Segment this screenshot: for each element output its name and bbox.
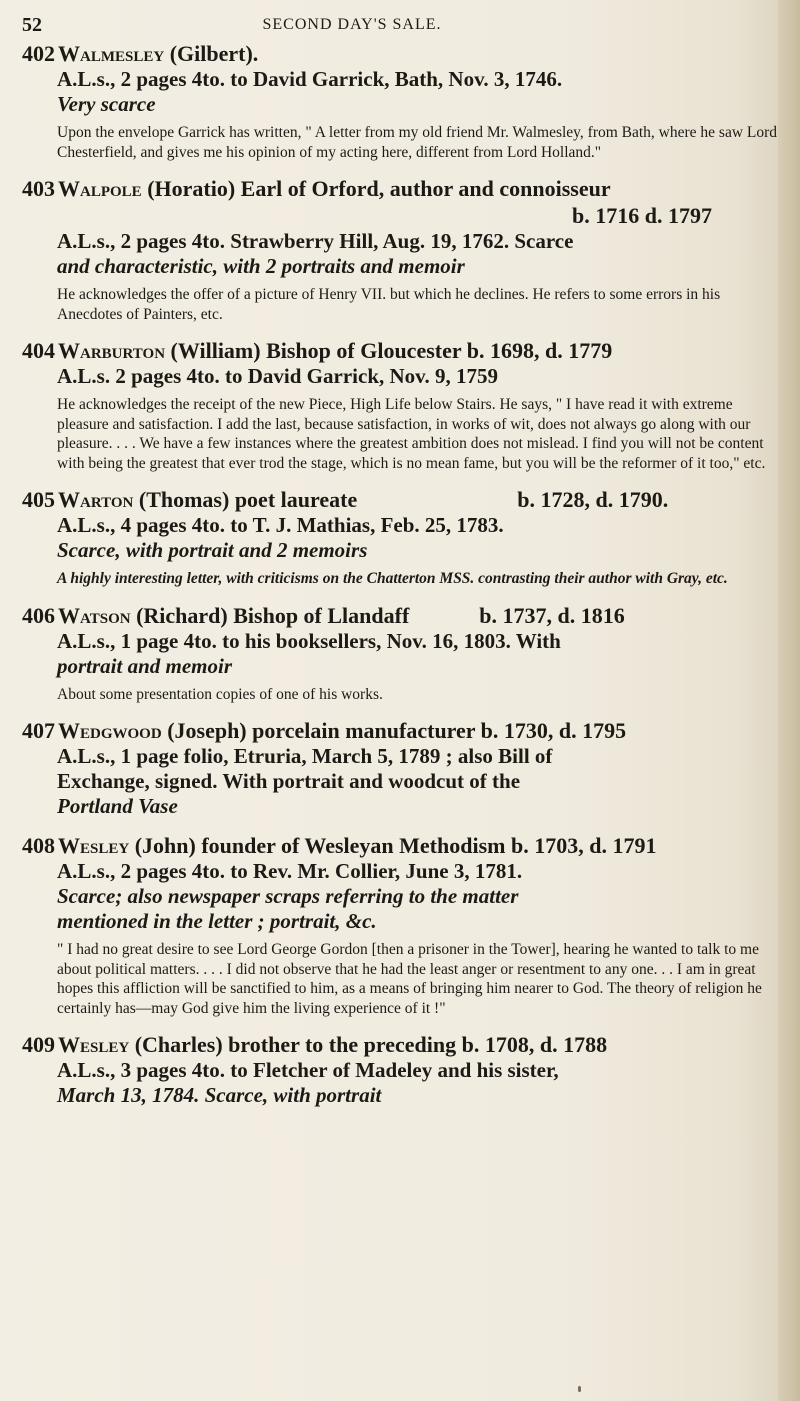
lot-heading (22, 337, 782, 364)
lot-entry (22, 717, 782, 819)
lot-line: March 13, 1784. Scarce, with portrait (57, 1083, 382, 1107)
lot-line: A.L.s. 2 pages 4to. to David Garrick, Nov. 9, 1759 (57, 364, 498, 388)
lot-name: Wesley (58, 833, 130, 858)
lot-name: Walmesley (58, 41, 165, 66)
lot-description (57, 513, 782, 563)
lot-number: 403 (22, 176, 55, 201)
lot-number: 405 (22, 487, 55, 512)
lot-heading (22, 40, 782, 67)
lot-name: Warton (58, 487, 134, 512)
lot-line: portrait and memoir (57, 653, 233, 678)
lot-entry (22, 832, 782, 1018)
lot-entry (22, 175, 782, 324)
lot-name: Wesley (58, 1032, 130, 1057)
lot-number: 408 (22, 833, 55, 858)
lot-line: A.L.s., 1 page folio, Etruria, March 5, 1789 ; also Bill of (57, 744, 553, 768)
lot-title: (Richard) Bishop of Llandaff (130, 602, 410, 628)
lot-title: (Thomas) poet laureate (133, 487, 358, 512)
lot-name: Warburton (58, 338, 166, 363)
lot-line: Very scarce (57, 92, 156, 116)
lot-line: A.L.s., 3 pages 4to. to Fletcher of Madeley and his sister, (57, 1058, 559, 1082)
lot-line: A.L.s., 1 page 4to. to his booksellers, Nov. 16, 1803. With (57, 628, 561, 653)
lot-note: " I had no great desire to see Lord George Gordon [then a prisoner in the Tower], hearing he wanted to talk to me about political matters. . . . I did not observe that he had the least anger or resentment to any one. . . I am in great hopes this affliction will be sanctified to him, as a means of bringing him nearer to God. The theory of religion he certainly has—may God give him the living experience of it !" (57, 941, 762, 1017)
lot-number: 409 (22, 1032, 55, 1057)
page-header (22, 14, 722, 42)
lot-heading (22, 832, 782, 859)
lot-line: mentioned in the letter ; portrait, &c. (57, 909, 377, 933)
lot-description (57, 629, 782, 679)
lot-number: 402 (22, 41, 55, 66)
lot-dates: b. 1728, d. 1790. (517, 487, 669, 512)
lot-line: A.L.s., 2 pages 4to. to David Garrick, Bath, Nov. 3, 1746. (57, 67, 563, 91)
lot-entry (22, 337, 782, 473)
lot-note: About some presentation copies of one of his works. (57, 685, 383, 703)
lot-number: 406 (22, 602, 55, 628)
lot-line: and characteristic, with 2 portraits and memoir (57, 254, 465, 278)
page-number: 52 (22, 14, 42, 36)
lot-entry (22, 1031, 782, 1108)
lot-note: He acknowledges the offer of a picture of Henry VII. but which he declines. He refers to some errors in his Anecdotes of Painters, etc. (57, 286, 721, 323)
ink-speck (578, 1386, 581, 1392)
lot-title: (Joseph) porcelain manufacturer b. 1730, d. 1795 (161, 718, 627, 743)
lot-heading (22, 175, 782, 202)
lot-line: A.L.s., 2 pages 4to. to Rev. Mr. Collier, June 3, 1781. (57, 859, 523, 883)
lot-note: He acknowledges the receipt of the new Piece, High Life below Stairs. He says, " I have read it with extreme pleasure and satisfaction. I add the last, because satisfaction, in works of wit, does not always go along with our pleasure. . . . We have a few instances where the greatest ambition does not mislead. I find you will not be content with being the greatest that ever trod the stage, which is no mean fame, but you will be the reformer of it too," etc. (57, 396, 766, 472)
running-head: SECOND DAY'S SALE. (262, 16, 442, 33)
lot-description (57, 1058, 782, 1108)
lot-title: (Charles) brother to the preceding b. 1708, d. 1788 (129, 1032, 608, 1057)
lot-line: A.L.s., 4 pages 4to. to T. J. Mathias, Feb. 25, 1783. (57, 513, 504, 537)
lot-description (57, 744, 782, 819)
lot-title: (Horatio) Earl of Orford, author and connoisseur (141, 176, 611, 201)
lot-name: Watson (58, 602, 131, 628)
lot-note: A highly interesting letter, with criticisms on the Chatterton MSS. contrasting their author with Gray, etc. (57, 570, 728, 587)
lot-description (57, 859, 782, 934)
lot-line: Portland Vase (57, 794, 178, 818)
lot-heading (22, 602, 782, 629)
lot-entry (22, 486, 782, 589)
lot-heading (22, 486, 782, 513)
lot-entry (22, 602, 782, 705)
lot-note: Upon the envelope Garrick has written, " A letter from my old friend Mr. Walmesley, from Bath, where he saw Lord Chesterfield, and gives me his opinion of my acting here, different from Lord Holland." (57, 124, 778, 161)
lot-line: Scarce, with portrait and 2 memoirs (57, 538, 368, 562)
lot-title: (William) Bishop of Gloucester b. 1698, d. 1779 (165, 338, 613, 363)
lot-list (22, 40, 782, 1121)
lot-line: Exchange, signed. With portrait and woodcut of the (57, 769, 521, 793)
lot-title: (John) founder of Wesleyan Methodism b. 1703, d. 1791 (129, 833, 657, 858)
lot-number: 404 (22, 338, 55, 363)
lot-dates: b. 1716 d. 1797 (572, 203, 712, 228)
lot-heading (22, 717, 782, 744)
lot-description (57, 229, 782, 279)
lot-line: A.L.s., 2 pages 4to. Strawberry Hill, Aug. 19, 1762. Scarce (57, 229, 574, 253)
lot-number: 407 (22, 718, 55, 743)
lot-description (57, 67, 782, 117)
lot-name: Walpole (58, 176, 142, 201)
lot-entry (22, 40, 782, 162)
lot-dates: b. 1737, d. 1816 (479, 602, 625, 628)
lot-heading (22, 1031, 782, 1058)
lot-name: Wedgwood (58, 718, 162, 743)
lot-title: (Gilbert). (164, 41, 259, 66)
lot-line: Scarce; also newspaper scraps referring to the matter (57, 884, 519, 908)
lot-description (57, 364, 782, 389)
